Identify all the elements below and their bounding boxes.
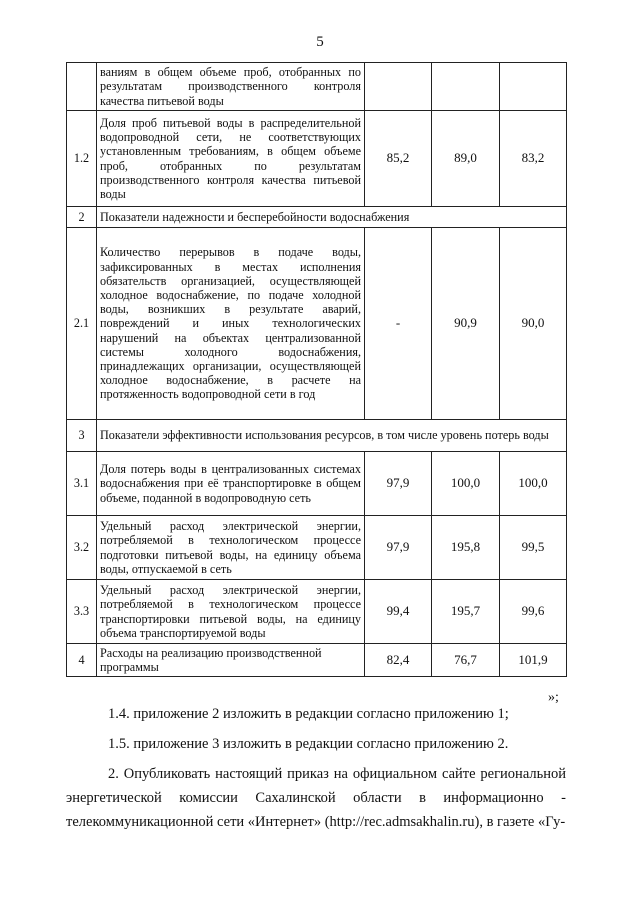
row-description: Удельный расход электрической энергии, потребляемой в технологическом процессе подготовки питьевой воды, на единицу объема воды, отпускаемой в сеть	[97, 516, 365, 580]
row-value-2: 89,0	[432, 111, 500, 207]
row-value-1: 85,2	[365, 111, 432, 207]
section-row	[67, 420, 567, 452]
row-value-2	[432, 63, 500, 111]
table-row	[67, 516, 567, 580]
row-value-2: 90,9	[432, 228, 500, 420]
row-number: 2.1	[67, 228, 97, 420]
row-value-3: 83,2	[500, 111, 567, 207]
row-number: 3.3	[67, 580, 97, 644]
closing-quote: »;	[548, 690, 559, 705]
row-value-3: 99,5	[500, 516, 567, 580]
row-description: Количество перерывов в подаче воды, зафиксированных в местах исполнения обязательств организацией, осуществляющей холодное водоснабжение, по подаче холодной воды, возникших в результате аварий, повреждений и иных технологических нарушений на объектах централизованной системы холодного водоснабжения, принадлежащих организации, осуществляющей холодное водоснабжение, в расчете на протяженность водопроводной сети в год	[97, 228, 365, 420]
section-title: Показатели надежности и бесперебойности водоснабжения	[97, 207, 567, 228]
row-value-1: 99,4	[365, 580, 432, 644]
row-number: 3.2	[67, 516, 97, 580]
row-description: ваниям в общем объеме проб, отобранных по результатам производственного контроля качества питьевой воды	[97, 63, 365, 111]
row-value-3	[500, 63, 567, 111]
row-value-2: 195,7	[432, 580, 500, 644]
section-row	[67, 207, 567, 228]
section-title: Показатели эффективности использования ресурсов, в том числе уровень потерь воды	[97, 420, 567, 452]
table-row	[67, 63, 567, 111]
row-value-2: 100,0	[432, 452, 500, 516]
row-number: 1.2	[67, 111, 97, 207]
table-row	[67, 228, 567, 420]
indicators-table	[66, 62, 567, 677]
row-value-3: 99,6	[500, 580, 567, 644]
paragraph-2: 2. Опубликовать настоящий приказ на официальном сайте региональной энергетической комиссии Сахалинской области в информационно - телекоммуникационной сети «Интернет» (http://rec.admsakhalin.ru), в газете «Гу-	[66, 766, 566, 830]
row-description: Удельный расход электрической энергии, потребляемой в технологическом процессе транспортировки питьевой воды, на единицу объема транспортируемой воды	[97, 580, 365, 644]
row-value-3: 101,9	[500, 644, 567, 677]
row-value-2: 76,7	[432, 644, 500, 677]
section-number: 3	[67, 420, 97, 452]
paragraph-1-4: 1.4. приложение 2 изложить в редакции согласно приложению 1;	[108, 706, 509, 722]
row-value-1: 97,9	[365, 516, 432, 580]
paragraph-1-5: 1.5. приложение 3 изложить в редакции согласно приложению 2.	[108, 736, 509, 752]
row-value-1: -	[365, 228, 432, 420]
row-number	[67, 63, 97, 111]
row-value-1: 82,4	[365, 644, 432, 677]
table-row	[67, 644, 567, 677]
section-number: 2	[67, 207, 97, 228]
table-row	[67, 111, 567, 207]
row-value-1: 97,9	[365, 452, 432, 516]
row-number: 3.1	[67, 452, 97, 516]
row-description: Доля потерь воды в централизованных системах водоснабжения при её транспортировке в общем объеме, поданной в водопроводную сеть	[97, 452, 365, 516]
row-value-3: 100,0	[500, 452, 567, 516]
page-number: 5	[316, 34, 324, 50]
row-description: Расходы на реализацию производственной программы	[97, 644, 365, 677]
row-number: 4	[67, 644, 97, 677]
row-value-1	[365, 63, 432, 111]
table-row	[67, 452, 567, 516]
row-value-2: 195,8	[432, 516, 500, 580]
table-row	[67, 580, 567, 644]
row-value-3: 90,0	[500, 228, 567, 420]
row-description: Доля проб питьевой воды в распределительной водопроводной сети, не соответствующих установленным требованиям, в общем объеме проб, отобранных по результатам производственного контроля качества питьевой воды	[97, 111, 365, 207]
